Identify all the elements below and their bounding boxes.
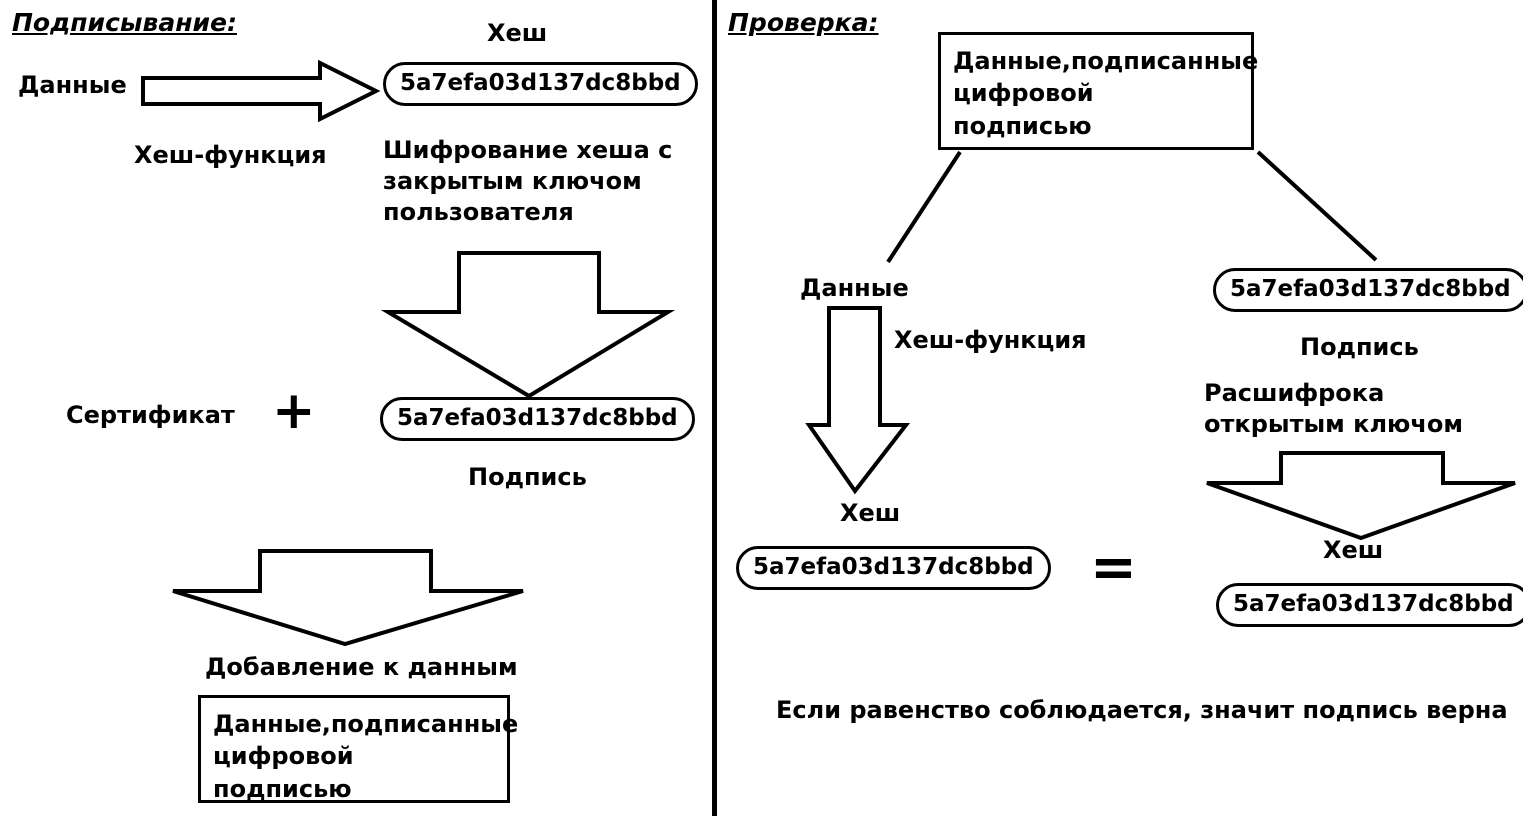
right-hash-title-left: Хеш bbox=[840, 499, 901, 527]
encrypt-down-arrow bbox=[383, 250, 673, 400]
right-hash-value-right: 5a7efa03d137dc8bbd bbox=[1216, 583, 1523, 627]
plus-sign: + bbox=[272, 381, 316, 441]
right-hash-value-left: 5a7efa03d137dc8bbd bbox=[736, 546, 1051, 590]
right-hash-title-right: Хеш bbox=[1323, 536, 1384, 564]
section-divider bbox=[712, 0, 717, 816]
left-signature-label: Подпись bbox=[468, 463, 587, 491]
append-down-arrow bbox=[168, 548, 528, 648]
left-hash-title: Хеш bbox=[487, 19, 548, 47]
right-signature-label: Подпись bbox=[1300, 333, 1419, 361]
left-signed-data-box: Данные,подписанные цифровой подписью bbox=[198, 695, 510, 803]
certificate-label: Сертификат bbox=[66, 401, 235, 429]
right-section-title: Проверка: bbox=[728, 8, 879, 37]
append-to-data-label: Добавление к данным bbox=[205, 653, 518, 681]
hash-function-arrow-right bbox=[140, 60, 380, 122]
right-data-label: Данные bbox=[800, 274, 909, 302]
right-hash-function-label: Хеш-функция bbox=[894, 326, 1087, 354]
left-hash-value: 5a7efa03d137dc8bbd bbox=[383, 62, 698, 106]
verification-conclusion: Если равенство соблюдается, значит подпись верна bbox=[776, 696, 1508, 724]
split-lines bbox=[860, 148, 1400, 266]
decrypt-with-public-key-note: Расшифрока открытым ключом bbox=[1204, 379, 1463, 439]
left-section-title: Подписывание: bbox=[12, 8, 237, 37]
left-data-label: Данные bbox=[18, 71, 127, 99]
right-signature-value: 5a7efa03d137dc8bbd bbox=[1213, 268, 1523, 312]
decrypt-down-arrow bbox=[1203, 450, 1519, 542]
left-signature-value: 5a7efa03d137dc8bbd bbox=[380, 397, 695, 441]
equals-sign: = bbox=[1090, 535, 1137, 600]
encrypt-with-private-key-note: Шифрование хеша с закрытым ключом пользователя bbox=[383, 136, 673, 227]
right-signed-data-box: Данные,подписанные цифровой подписью bbox=[938, 32, 1254, 150]
left-hash-function-label: Хеш-функция bbox=[134, 141, 327, 169]
